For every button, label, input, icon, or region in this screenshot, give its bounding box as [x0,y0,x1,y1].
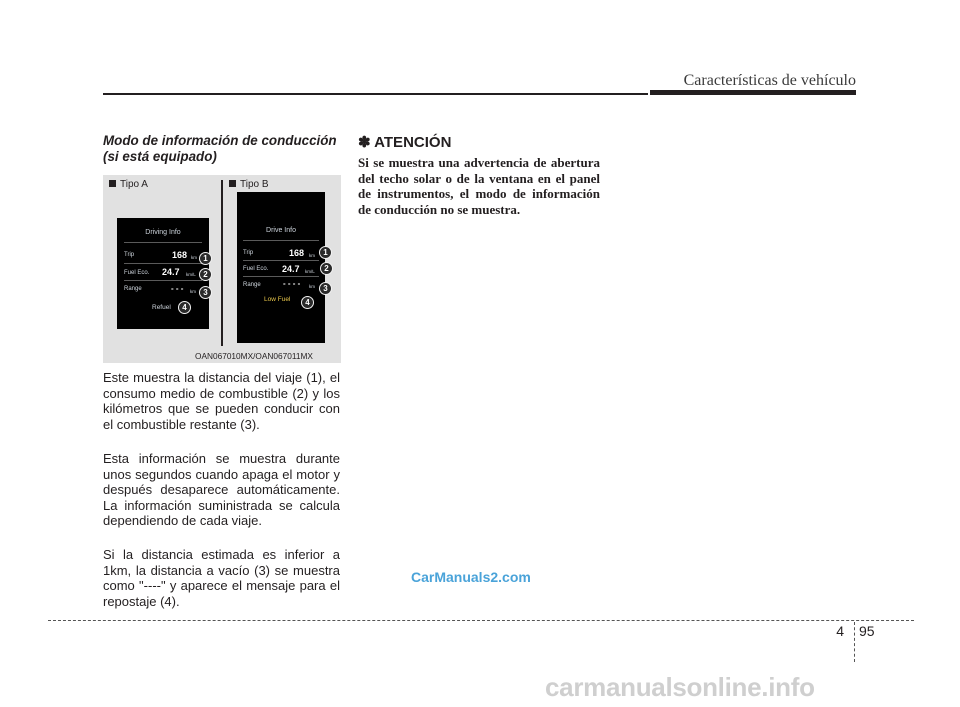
fuel-eco-label: Fuel Eco. [124,270,150,276]
cluster-screen-type-a [117,218,209,329]
body-paragraph-1: Este muestra la distancia del viaje (1), el consumo medio de combustible (2) y los kilómetros que se pueden conducir con el combustible restante (3). [103,370,340,432]
section-heading: Modo de información de conducción (si está equipado) [103,133,337,164]
range-label: Range [243,282,261,288]
callout-badge-3: 3 [199,286,212,299]
fuel-eco-label: Fuel Eco. [243,266,269,272]
callout-badge-1: 1 [319,246,332,259]
square-bullet-icon [109,180,116,187]
site-watermark: carmanualsonline.info [545,672,815,702]
trip-unit: km [309,253,315,258]
callout-badge-4: 4 [178,301,191,314]
trip-label: Trip [124,252,135,258]
body-paragraph-2: Esta información se muestra durante unos segundos cuando apaga el motor y después desaparece automáticamente. La información suministrada se calcula dependiendo de cada viaje. [103,451,340,528]
type-a-label: Tipo A [109,179,148,190]
range-value: - - - - [283,279,301,288]
range-value: - - - [171,284,184,293]
instrument-cluster-figure [103,175,341,363]
callout-badge-3: 3 [319,282,332,295]
screen-divider [124,263,202,264]
trip-value: 168 [172,250,188,260]
fuel-eco-unit: km/L [305,269,315,274]
trip-value: 168 [289,248,305,258]
square-bullet-icon [229,180,236,187]
chapter-number: 4 [836,623,844,639]
screen-divider [243,240,319,241]
fuel-eco-value: 24.7 [282,264,300,274]
figure-divider [221,180,223,346]
page-number: 95 [859,623,875,639]
range-unit: km [309,284,315,289]
low-fuel-message: Low Fuel [264,296,291,303]
callout-badge-2: 2 [199,268,212,281]
screen-divider [124,242,202,243]
screen-divider [243,276,319,277]
fuel-eco-unit: km/L [186,272,196,277]
screen-divider [243,260,319,261]
footer-rule [48,620,914,621]
screen-title: Driving Info [145,229,181,236]
trip-unit: km [191,255,197,260]
caution-text: Si se muestra una advertencia de abertura del techo solar o de la ventana en el panel de instrumentos, el modo de información de conducción no se muestra. [358,155,600,217]
trip-label: Trip [243,250,254,256]
header-rule [103,93,648,95]
caution-heading: ✽ ATENCIÓN [358,134,452,151]
fuel-eco-value: 24.7 [162,267,180,277]
refuel-message: Refuel [152,304,171,311]
range-unit: km [190,289,196,294]
watermark-link[interactable]: CarManuals2.com [411,569,531,585]
body-paragraph-3: Si la distancia estimada es inferior a 1km, la distancia a vacío (3) se muestra como "----" y aparece el mensaje para el repostaje (4). [103,547,340,609]
callout-badge-2: 2 [320,262,333,275]
callout-badge-4: 4 [301,296,314,309]
range-label: Range [124,286,142,292]
type-b-label: Tipo B [229,179,269,190]
footer-divider [854,622,855,662]
screen-divider [124,280,202,281]
screen-title: Drive Info [266,227,296,234]
callout-badge-1: 1 [199,252,212,265]
figure-code: OAN067010MX/OAN067011MX [195,351,313,361]
header-title: Características de vehículo [683,72,856,89]
cluster-screen-type-b [237,192,325,343]
header-bar [650,90,856,95]
